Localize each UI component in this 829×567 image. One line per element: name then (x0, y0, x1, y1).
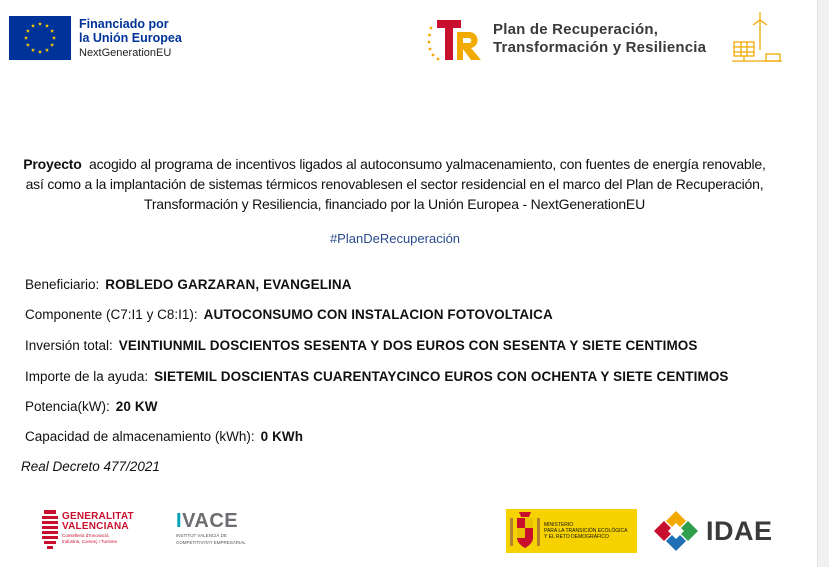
prtr-line-1: Plan de Recuperación, (493, 21, 659, 38)
ivace-sub-1: INSTITUT VALENCIÀ DE (176, 533, 227, 538)
ivace-logo (176, 510, 246, 546)
ivace-sub-2: COMPETITIVITAT EMPRESARIAL (176, 540, 246, 545)
field-inversion (25, 338, 698, 353)
eu-line-3: NextGenerationEU (79, 47, 172, 59)
field-value: SIETEMIL DOSCIENTAS CUARENTAYCINCO EUROS CON OCHENTA Y SIETE CENTIMOS (154, 369, 729, 384)
wind-solar-energy-icon (730, 12, 784, 64)
decree-reference: Real Decreto 477/2021 (21, 459, 160, 474)
ministry-text (544, 522, 627, 540)
idae-logo (652, 509, 773, 553)
project-lead: Proyecto (23, 156, 82, 172)
field-value: AUTOCONSUMO CON INSTALACION FOTOVOLTAICA (203, 307, 553, 322)
field-importe (25, 369, 729, 384)
field-value: 20 KW (115, 399, 158, 414)
eu-funding-logo (9, 16, 182, 60)
field-label: Potencia(kW): (25, 399, 110, 414)
field-beneficiario (25, 277, 352, 292)
gva-line-2: VALENCIANA (62, 521, 129, 532)
field-label: Inversión total: (25, 338, 113, 353)
eu-line-1: Financiado por (79, 17, 169, 31)
field-value: VEINTIUNMIL DOSCIENTOS SESENTA Y DOS EUROS CON SESENTA Y SIETE CENTIMOS (118, 338, 698, 353)
generalitat-valenciana-logo (42, 510, 134, 550)
prtr-line-2: Transformación y Resiliencia (493, 39, 707, 56)
field-label: Componente (C7:I1 y C8:I1): (25, 307, 198, 322)
ministry-line-3: Y EL RETO DEMOGRÁFICO (544, 534, 609, 540)
prtr-text (493, 21, 706, 57)
project-description-text: acogido al programa de incentivos ligados al autoconsumo yalmacenamiento, con fuentes de energía renovable, así como a la implantación de sistemas térmicos renovablesen el sector residencial en el marco del Plan de Recuperación, Transformación y Resiliencia, financiado por la Unión Europea - NextGenerationEU (25, 156, 766, 212)
scrollbar-track[interactable] (817, 0, 829, 567)
field-label: Beneficiario: (25, 277, 100, 292)
field-componente (25, 307, 553, 322)
gva-sub-1: Conselleria d'Innovació, (62, 533, 110, 538)
idae-name: IDAE (706, 515, 773, 546)
prtr-logo (427, 16, 706, 62)
prtr-tr-icon (427, 16, 485, 62)
ivace-name (176, 510, 246, 532)
spain-coat-of-arms-icon (510, 512, 540, 550)
gva-sub-2: Indústria, Comerç i Turisme (62, 539, 118, 544)
field-value: ROBLEDO GARZARAN, EVANGELINA (105, 277, 352, 292)
idae-mark-icon (652, 509, 700, 553)
gva-line-1: GENERALITAT (62, 511, 134, 522)
project-description (20, 154, 769, 214)
eu-flag-icon (9, 16, 71, 60)
ministry-logo (506, 509, 637, 553)
field-label: Capacidad de almacenamiento (kWh): (25, 429, 255, 444)
eu-line-2: la Unión Europea (79, 31, 182, 45)
field-label: Importe de la ayuda: (25, 369, 149, 384)
gva-stripes-icon (42, 510, 58, 550)
field-potencia (25, 399, 158, 414)
field-value: 0 KWh (260, 429, 304, 444)
ministry-line-1: MINISTERIO (544, 522, 574, 528)
eu-funding-text (79, 17, 182, 60)
ivace-name-rest: VACE (182, 510, 239, 532)
ministry-line-2: PARA LA TRANSICIÓN ECOLÓGICA (544, 528, 628, 534)
field-capacidad (25, 429, 303, 444)
gva-text (62, 512, 134, 544)
ivace-name-prefix: I (176, 510, 183, 532)
hashtag: #PlanDeRecuperación (329, 231, 461, 246)
